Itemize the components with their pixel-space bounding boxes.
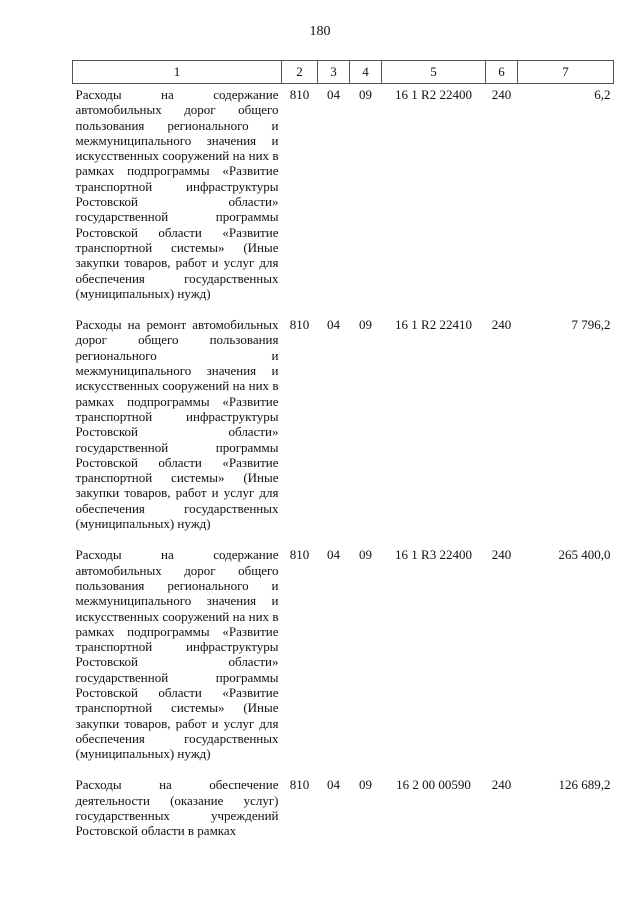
column-header-5: 5 (382, 61, 486, 84)
row-section-code: 04 (327, 317, 340, 333)
row-expense-type: 240 (491, 777, 512, 793)
row-expense-type: 240 (491, 317, 512, 333)
row-ministry-code: 810 (289, 547, 310, 563)
row-description: Расходы на обеспечение деятельности (оказание услуг) государственных учреждений Ростовской области в рамках (75, 777, 279, 839)
row-target-code: 16 1 R2 22410 (395, 317, 472, 333)
row-target-code: 16 1 R2 22400 (395, 87, 472, 102)
row-description: Расходы на ремонт автомобильных дорог общего пользования регионального и межмуниципального значения и искусственных сооружений на них в рамках подпрограммы «Развитие транспортной инфраструктуры Ростовской области» государственной программы Ростовской области «Развитие транспортной системы» (Иные закупки товаров, работ и услуг для обеспечения государственных (муниципальных) нужд) (75, 317, 279, 532)
row-subsection-code: 09 (359, 317, 372, 333)
table-row (73, 774, 614, 851)
row-ministry-code: 810 (289, 317, 310, 333)
budget-table (72, 60, 614, 852)
row-description: Расходы на содержание автомобильных дорог общего пользования регионального и межмуниципального значения и искусственных сооружений на них в рамках подпрограммы «Развитие транспортной инфраструктуры Ростовской области» государственной программы Ростовской области «Развитие транспортной системы» (Иные закупки товаров, работ и услуг для обеспечения государственных (муниципальных) нужд) (75, 547, 279, 762)
row-section-code: 04 (327, 777, 340, 793)
column-header-3: 3 (318, 61, 350, 84)
column-header-6: 6 (486, 61, 518, 84)
row-target-code: 16 1 R3 22400 (395, 547, 472, 563)
row-expense-type: 240 (491, 547, 512, 563)
row-target-code: 16 2 00 00590 (396, 777, 471, 793)
row-ministry-code: 810 (289, 777, 310, 793)
row-amount: 6,2 (594, 87, 611, 102)
table-row (73, 544, 614, 774)
column-header-2: 2 (282, 61, 318, 84)
row-amount: 7 796,2 (571, 317, 611, 333)
table-row (73, 84, 614, 315)
table-header-row (73, 61, 614, 84)
row-subsection-code: 09 (359, 87, 372, 102)
column-header-7: 7 (518, 61, 614, 84)
page-number: 180 (309, 24, 331, 39)
row-subsection-code: 09 (359, 547, 372, 563)
row-section-code: 04 (327, 547, 340, 563)
row-expense-type: 240 (491, 87, 512, 102)
row-ministry-code: 810 (289, 87, 310, 102)
table-row (73, 314, 614, 544)
row-amount: 126 689,2 (558, 777, 611, 793)
row-section-code: 04 (327, 87, 340, 102)
row-description: Расходы на содержание автомобильных дорог общего пользования регионального и межмуниципального значения и искусственных сооружений на них в рамках подпрограммы «Развитие транспортной инфраструктуры Ростовской области» государственной программы Ростовской области «Развитие транспортной системы» (Иные закупки товаров, работ и услуг для обеспечения государственных (муниципальных) нужд) (75, 87, 279, 301)
column-header-4: 4 (350, 61, 382, 84)
row-amount: 265 400,0 (558, 547, 611, 563)
column-header-1: 1 (73, 61, 282, 84)
row-subsection-code: 09 (359, 777, 372, 793)
